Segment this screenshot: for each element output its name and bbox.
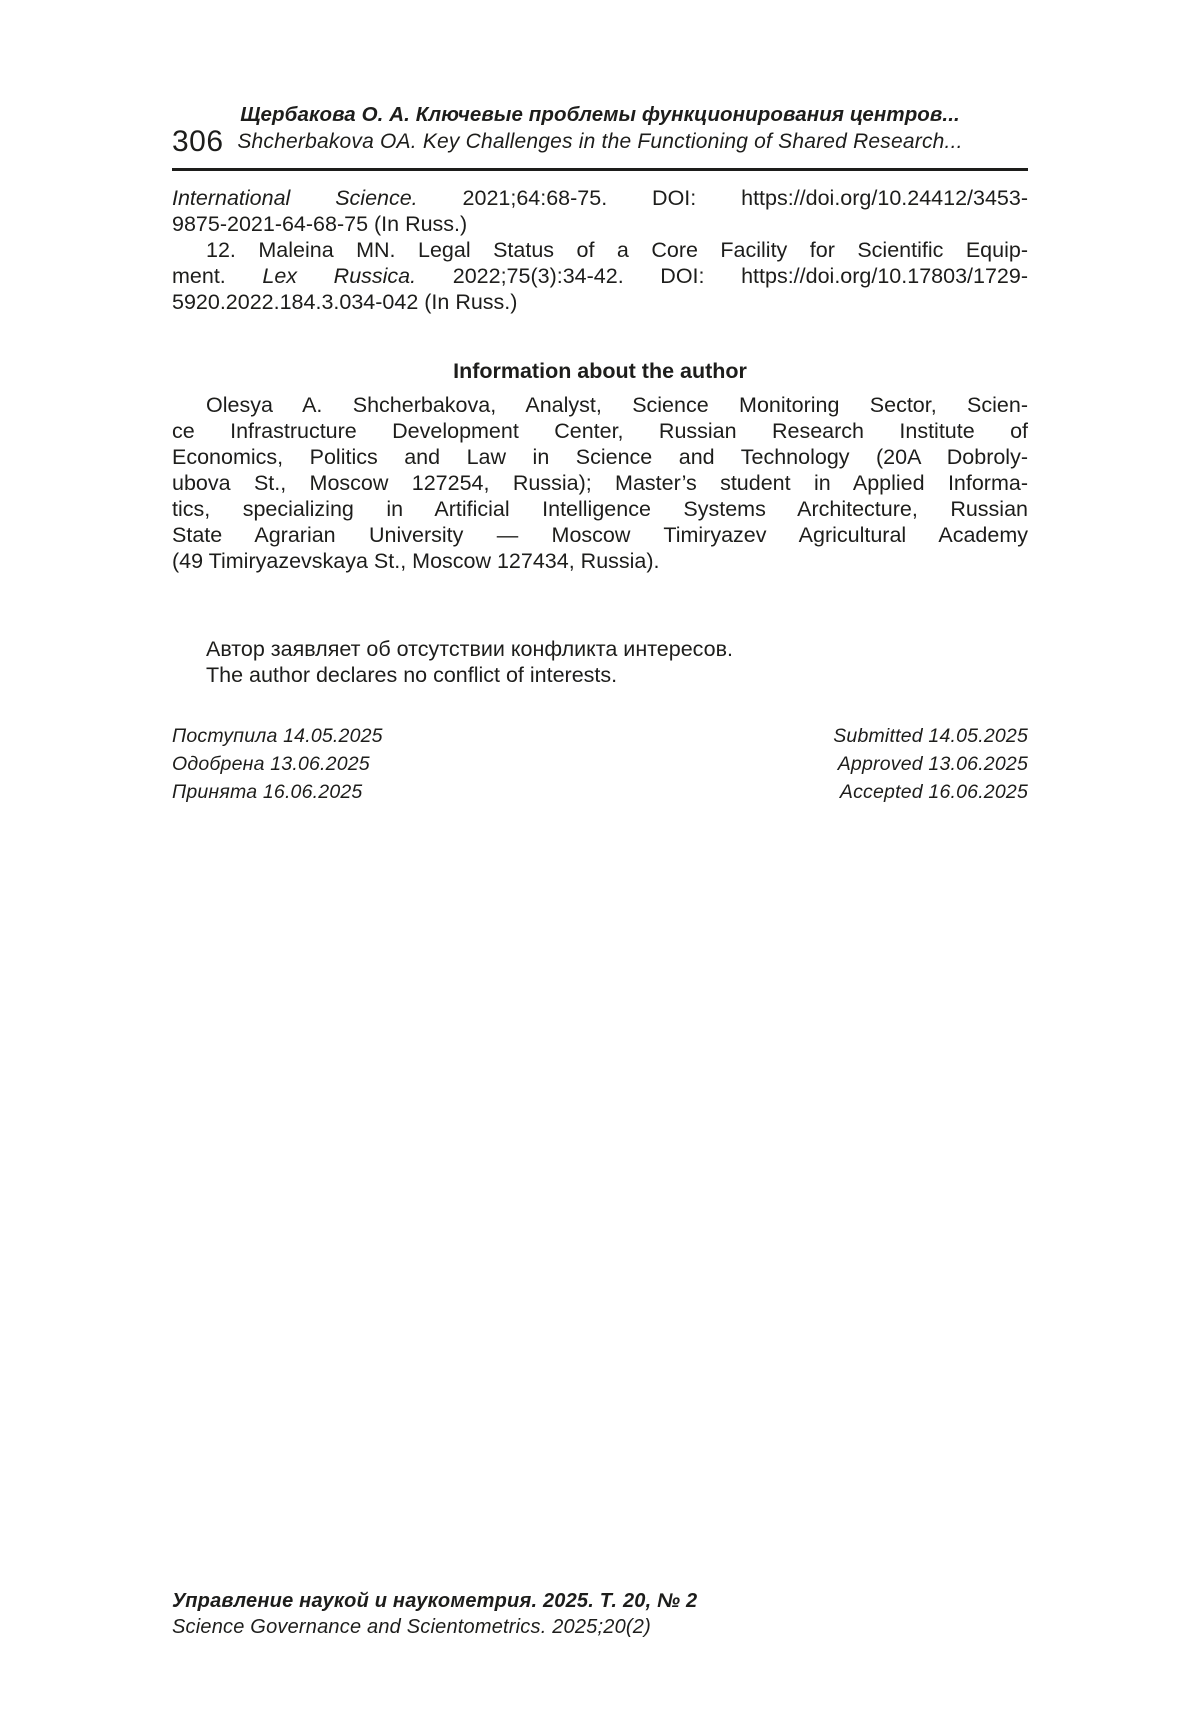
author-info-line: State Agrarian University — Moscow Timiryazev Agricultural Academy <box>172 523 1028 547</box>
reference-citation-text: ment. <box>172 264 263 288</box>
section-heading: Information about the author <box>453 359 747 383</box>
author-info-line: ubova St., Moscow 127254, Russia); Master’s student in Applied Informa- <box>172 471 1028 495</box>
date-row <box>172 750 1028 778</box>
date-row <box>172 722 1028 750</box>
footer-journal-ru: Управление наукой и наукометрия. 2025. Т. 20, № 2 <box>172 1590 698 1612</box>
conflict-statement-en: The author declares no conflict of interests. <box>206 663 618 687</box>
article-dates-section <box>172 722 1028 806</box>
date-accepted-ru: Принята 16.06.2025 <box>172 781 363 803</box>
page-header <box>172 101 1028 171</box>
author-info-line: (49 Timiryazevskaya St., Moscow 127434, Russia). <box>172 549 660 573</box>
page-footer <box>172 1588 1028 1640</box>
reference-line: 5920.2022.184.3.034-042 (In Russ.) <box>172 290 518 314</box>
conflict-of-interest-section <box>172 636 1028 688</box>
date-approved-ru: Одобрена 13.06.2025 <box>172 753 370 775</box>
date-submitted-en: Submitted 14.05.2025 <box>833 725 1028 747</box>
reference-journal-title: International Science. <box>172 186 418 210</box>
footer-journal-en: Science Governance and Scientometrics. 2025;20(2) <box>172 1616 651 1638</box>
reference-citation-text: 2022;75(3):34-42. DOI: https://doi.org/10.17803/1729- <box>416 264 1028 288</box>
date-approved-en: Approved 13.06.2025 <box>837 753 1028 775</box>
reference-citation-text: 2021;64:68-75. DOI: https://doi.org/10.24412/3453- <box>417 186 1028 210</box>
author-info-section <box>172 392 1028 574</box>
author-info-line: tics, specializing in Artificial Intelligence Systems Architecture, Russian <box>172 497 1028 521</box>
reference-line: 9875-2021-64-68-75 (In Russ.) <box>172 212 468 236</box>
references-section <box>172 185 1028 315</box>
author-info-line: Olesya A. Shcherbakova, Analyst, Science Monitoring Sector, Scien- <box>206 393 1028 417</box>
reference-journal-title: Lex Russica. <box>262 264 417 288</box>
author-info-line: Economics, Politics and Law in Science and Technology (20A Dobroly- <box>172 445 1028 469</box>
running-head-en: Shcherbakova OA. Key Challenges in the Functioning of Shared Research... <box>237 130 963 153</box>
text-column <box>172 0 1028 1725</box>
conflict-statement-ru: Автор заявляет об отсутствии конфликта интересов. <box>206 637 734 661</box>
reference-line <box>172 263 1028 289</box>
reference-line <box>172 185 1028 211</box>
page-number: 306 <box>172 125 224 158</box>
date-accepted-en: Accepted 16.06.2025 <box>839 781 1028 803</box>
date-submitted-ru: Поступила 14.05.2025 <box>172 725 383 747</box>
running-head-ru: Щербакова О. А. Ключевые проблемы функционирования центров... <box>240 103 960 126</box>
author-info-line: ce Infrastructure Development Center, Russian Research Institute of <box>172 419 1028 443</box>
date-row <box>172 778 1028 806</box>
reference-line: 12. Maleina MN. Legal Status of a Core Facility for Scientific Equip- <box>206 238 1028 262</box>
header-rule <box>172 168 1028 171</box>
